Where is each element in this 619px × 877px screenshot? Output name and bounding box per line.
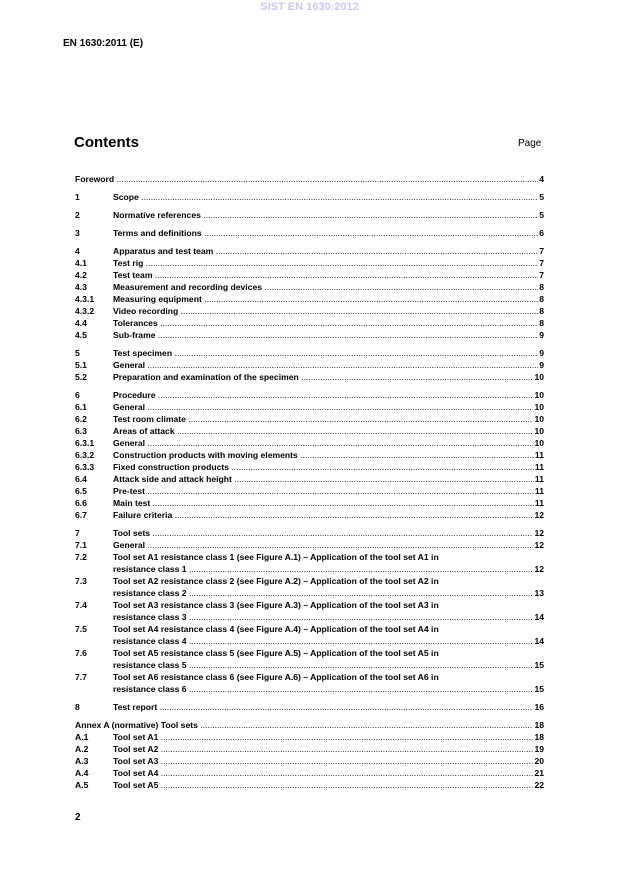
toc-entry-title: Normative references ..... (113, 209, 538, 221)
toc-entry-page: 4 (539, 174, 544, 184)
toc-entry-title-continued: resistance class 3 ..... (113, 611, 533, 623)
toc-entry[interactable] (75, 551, 544, 575)
toc-entry-number: A.1 (75, 732, 89, 742)
toc-entry[interactable] (75, 755, 544, 767)
toc-entry-page: 5 (539, 192, 544, 202)
toc-entry-number: 8 (75, 702, 80, 712)
toc-entry-page: 14 (534, 612, 544, 622)
toc-entry-page: 15 (534, 684, 544, 694)
toc-entry-page: 8 (539, 318, 544, 328)
toc-entry[interactable] (75, 329, 544, 341)
toc-entry[interactable] (75, 527, 544, 539)
toc-entry[interactable] (75, 449, 544, 461)
toc-entry[interactable] (75, 317, 544, 329)
toc-entry-page: 19 (534, 744, 544, 754)
toc-entry-number: 6.7 (75, 510, 87, 520)
toc-entry-page: 12 (534, 528, 544, 538)
toc-entry-page: 9 (539, 330, 544, 340)
toc-entry-page: 10 (534, 372, 544, 382)
toc-entry-number: 4 (75, 246, 80, 256)
toc-entry[interactable] (75, 257, 544, 269)
toc-entry-title: Foreword ..... (75, 173, 538, 185)
toc-entry-number: 7.6 (75, 648, 87, 658)
toc-entry[interactable] (75, 191, 544, 203)
toc-entry-page: 10 (534, 402, 544, 412)
toc-entry-number: 3 (75, 228, 80, 238)
toc-entry-number: 6.6 (75, 498, 87, 508)
toc-entry-page: 18 (534, 720, 544, 730)
toc-entry-title: Measuring equipment ..... (113, 293, 538, 305)
toc-entry[interactable] (75, 743, 544, 755)
toc-entry[interactable] (75, 461, 544, 473)
toc-entry[interactable] (75, 539, 544, 551)
toc-entry-number: 6.3.3 (75, 462, 95, 472)
toc-entry-page: 16 (534, 702, 544, 712)
toc-entry-number: 4.4 (75, 318, 87, 328)
table-of-contents (75, 173, 544, 791)
toc-entry-title: Tool set A2 resistance class 2 (see Figure A.2) – Application of the tool set A2 in (113, 576, 439, 586)
toc-entry-page: 6 (539, 228, 544, 238)
toc-entry-page: 21 (534, 768, 544, 778)
toc-entry-number: 4.2 (75, 270, 87, 280)
toc-entry-title: Apparatus and test team ..... (113, 245, 538, 257)
toc-entry-number: A.2 (75, 744, 89, 754)
toc-entry[interactable] (75, 779, 544, 791)
toc-entry[interactable] (75, 389, 544, 401)
toc-entry[interactable] (75, 293, 544, 305)
toc-entry-title: Terms and definitions ..... (113, 227, 538, 239)
toc-entry-page: 14 (534, 636, 544, 646)
toc-entry[interactable] (75, 281, 544, 293)
toc-entry-number: 5.1 (75, 360, 87, 370)
toc-entry[interactable] (75, 359, 544, 371)
toc-entry[interactable] (75, 371, 544, 383)
toc-entry-number: 4.3 (75, 282, 87, 292)
toc-entry-number: 1 (75, 192, 80, 202)
toc-entry-page: 8 (539, 306, 544, 316)
toc-entry-title: Tool set A3 resistance class 3 (see Figure A.3) – Application of the tool set A3 in (113, 600, 439, 610)
toc-entry[interactable] (75, 731, 544, 743)
toc-entry-number: A.5 (75, 780, 89, 790)
toc-entry-title-continued: resistance class 4 ..... (113, 635, 533, 647)
toc-entry-title: Main test ..... (113, 497, 534, 509)
toc-entry-title: Sub-frame ..... (113, 329, 538, 341)
toc-entry-page: 18 (534, 732, 544, 742)
toc-entry-number: A.3 (75, 756, 89, 766)
toc-entry-number: 7.1 (75, 540, 87, 550)
toc-entry[interactable] (75, 347, 544, 359)
toc-entry-title: Tool set A2 ..... (113, 743, 533, 755)
toc-entry[interactable] (75, 701, 544, 713)
toc-entry[interactable] (75, 623, 544, 647)
toc-entry-title: Test report ..... (113, 701, 533, 713)
toc-entry-title: Attack side and attack height ..... (113, 473, 534, 485)
page-number: 2 (75, 812, 81, 823)
toc-entry-title: Scope ..... (113, 191, 538, 203)
watermark: SIST EN 1630:2012 (260, 1, 359, 13)
toc-entry[interactable] (75, 719, 544, 731)
toc-entry-number: 7.3 (75, 576, 87, 586)
toc-entry-title: Tool set A5 ..... (113, 779, 533, 791)
toc-entry-title: Annex A (normative) Tool sets ..... (75, 719, 533, 731)
toc-entry-number: 6.4 (75, 474, 87, 484)
toc-entry-number: 6 (75, 390, 80, 400)
toc-entry[interactable] (75, 401, 544, 413)
toc-entry[interactable] (75, 599, 544, 623)
toc-entry-title: Tool set A5 resistance class 5 (see Figure A.5) – Application of the tool set A5 in (113, 648, 439, 658)
toc-entry-title: Tool sets ..... (113, 527, 533, 539)
toc-entry[interactable] (75, 497, 544, 509)
document-id: EN 1630:2011 (E) (63, 38, 144, 49)
toc-entry-number: 5.2 (75, 372, 87, 382)
toc-entry[interactable] (75, 437, 544, 449)
toc-entry[interactable] (75, 575, 544, 599)
toc-entry-page: 13 (534, 588, 544, 598)
toc-entry-title: Construction products with moving elements ..... (113, 449, 534, 461)
toc-entry[interactable] (75, 767, 544, 779)
toc-entry-number: 2 (75, 210, 80, 220)
toc-entry-number: 4.5 (75, 330, 87, 340)
toc-entry-title: Tool set A6 resistance class 6 (see Figure A.6) – Application of the tool set A6 in (113, 672, 439, 682)
toc-entry-number: 6.2 (75, 414, 87, 424)
toc-entry-title: Tool set A1 ..... (113, 731, 533, 743)
toc-entry[interactable] (75, 473, 544, 485)
toc-entry-page: 12 (534, 510, 544, 520)
toc-entry-page: 10 (534, 390, 544, 400)
toc-entry-page: 9 (539, 348, 544, 358)
toc-entry-page: 11 (534, 498, 544, 508)
toc-entry-title: Tool set A1 resistance class 1 (see Figure A.1) – Application of the tool set A1 in (113, 552, 439, 562)
toc-entry[interactable] (75, 413, 544, 425)
toc-entry-page: 15 (534, 660, 544, 670)
toc-entry-page: 10 (534, 426, 544, 436)
toc-entry-page: 7 (539, 258, 544, 268)
toc-entry-title: Test rig ..... (113, 257, 538, 269)
toc-entry-page: 9 (539, 360, 544, 370)
toc-entry-number: A.4 (75, 768, 89, 778)
toc-entry-page: 12 (534, 564, 544, 574)
toc-entry-page: 5 (539, 210, 544, 220)
toc-entry-number: 7 (75, 528, 80, 538)
toc-entry[interactable] (75, 509, 544, 521)
toc-entry-title: Measurement and recording devices ..... (113, 281, 538, 293)
toc-entry-number: 6.3.1 (75, 438, 95, 448)
toc-entry-title-continued: resistance class 6 ..... (113, 683, 533, 695)
toc-entry-title: Failure criteria ..... (113, 509, 533, 521)
toc-entry-page: 11 (534, 474, 544, 484)
toc-entry-title: Video recording ..... (113, 305, 538, 317)
toc-entry-page: 11 (534, 486, 544, 496)
toc-entry[interactable] (75, 245, 544, 257)
toc-entry[interactable] (75, 269, 544, 281)
toc-entry-number: 4.1 (75, 258, 87, 268)
contents-heading: Contents (74, 134, 139, 151)
toc-entry[interactable] (75, 305, 544, 317)
toc-entry-number: 6.1 (75, 402, 87, 412)
toc-entry-page: 12 (534, 540, 544, 550)
toc-entry-number: 7.4 (75, 600, 87, 610)
toc-entry-page: 11 (534, 462, 544, 472)
toc-entry-number: 4.3.2 (75, 306, 95, 316)
toc-entry-number: 7.5 (75, 624, 87, 634)
toc-entry[interactable] (75, 425, 544, 437)
toc-entry-title: Fixed construction products ..... (113, 461, 534, 473)
toc-entry-title: Preparation and examination of the specimen ..... (113, 371, 533, 383)
toc-entry-page: 10 (534, 414, 544, 424)
toc-entry-page: 7 (539, 270, 544, 280)
toc-entry-title: Test room climate ..... (113, 413, 533, 425)
toc-entry-title: Procedure ..... (113, 389, 533, 401)
toc-entry[interactable] (75, 209, 544, 221)
toc-entry-title: Tool set A4 resistance class 4 (see Figure A.4) – Application of the tool set A4 in (113, 624, 439, 634)
toc-entry[interactable] (75, 227, 544, 239)
toc-entry-number: 5 (75, 348, 80, 358)
toc-entry-number: 4.3.1 (75, 294, 95, 304)
toc-entry-page: 8 (539, 294, 544, 304)
toc-entry-page: 20 (534, 756, 544, 766)
toc-entry[interactable] (75, 173, 544, 185)
toc-entry-number: 7.2 (75, 552, 87, 562)
toc-entry-title: General ..... (113, 539, 533, 551)
toc-entry-page: 7 (539, 246, 544, 256)
toc-entry-title: Tolerances ..... (113, 317, 538, 329)
toc-entry-number: 6.3.2 (75, 450, 95, 460)
page-column-label: Page (518, 138, 542, 149)
toc-entry-number: 6.5 (75, 486, 87, 496)
toc-entry-title: Test team ..... (113, 269, 538, 281)
toc-entry-title: Pre-test ..... (113, 485, 534, 497)
toc-entry-title: Tool set A3 ..... (113, 755, 533, 767)
toc-entry[interactable] (75, 485, 544, 497)
toc-entry-page: 11 (534, 450, 544, 460)
toc-entry-page: 10 (534, 438, 544, 448)
toc-entry-page: 22 (534, 780, 544, 790)
toc-entry-number: 6.3 (75, 426, 87, 436)
toc-entry-title: Test specimen ..... (113, 347, 538, 359)
toc-entry[interactable] (75, 671, 544, 695)
toc-entry-title-continued: resistance class 2 ..... (113, 587, 533, 599)
toc-entry-title: Areas of attack ..... (113, 425, 533, 437)
toc-entry-title: Tool set A4 ..... (113, 767, 533, 779)
toc-entry-number: 7.7 (75, 672, 87, 682)
toc-entry-title-continued: resistance class 5 ..... (113, 659, 533, 671)
toc-entry-title: General ..... (113, 401, 533, 413)
toc-entry[interactable] (75, 647, 544, 671)
toc-entry-title-continued: resistance class 1 ..... (113, 563, 533, 575)
toc-entry-title: General ..... (113, 359, 538, 371)
toc-entry-page: 8 (539, 282, 544, 292)
toc-entry-title: General ..... (113, 437, 533, 449)
